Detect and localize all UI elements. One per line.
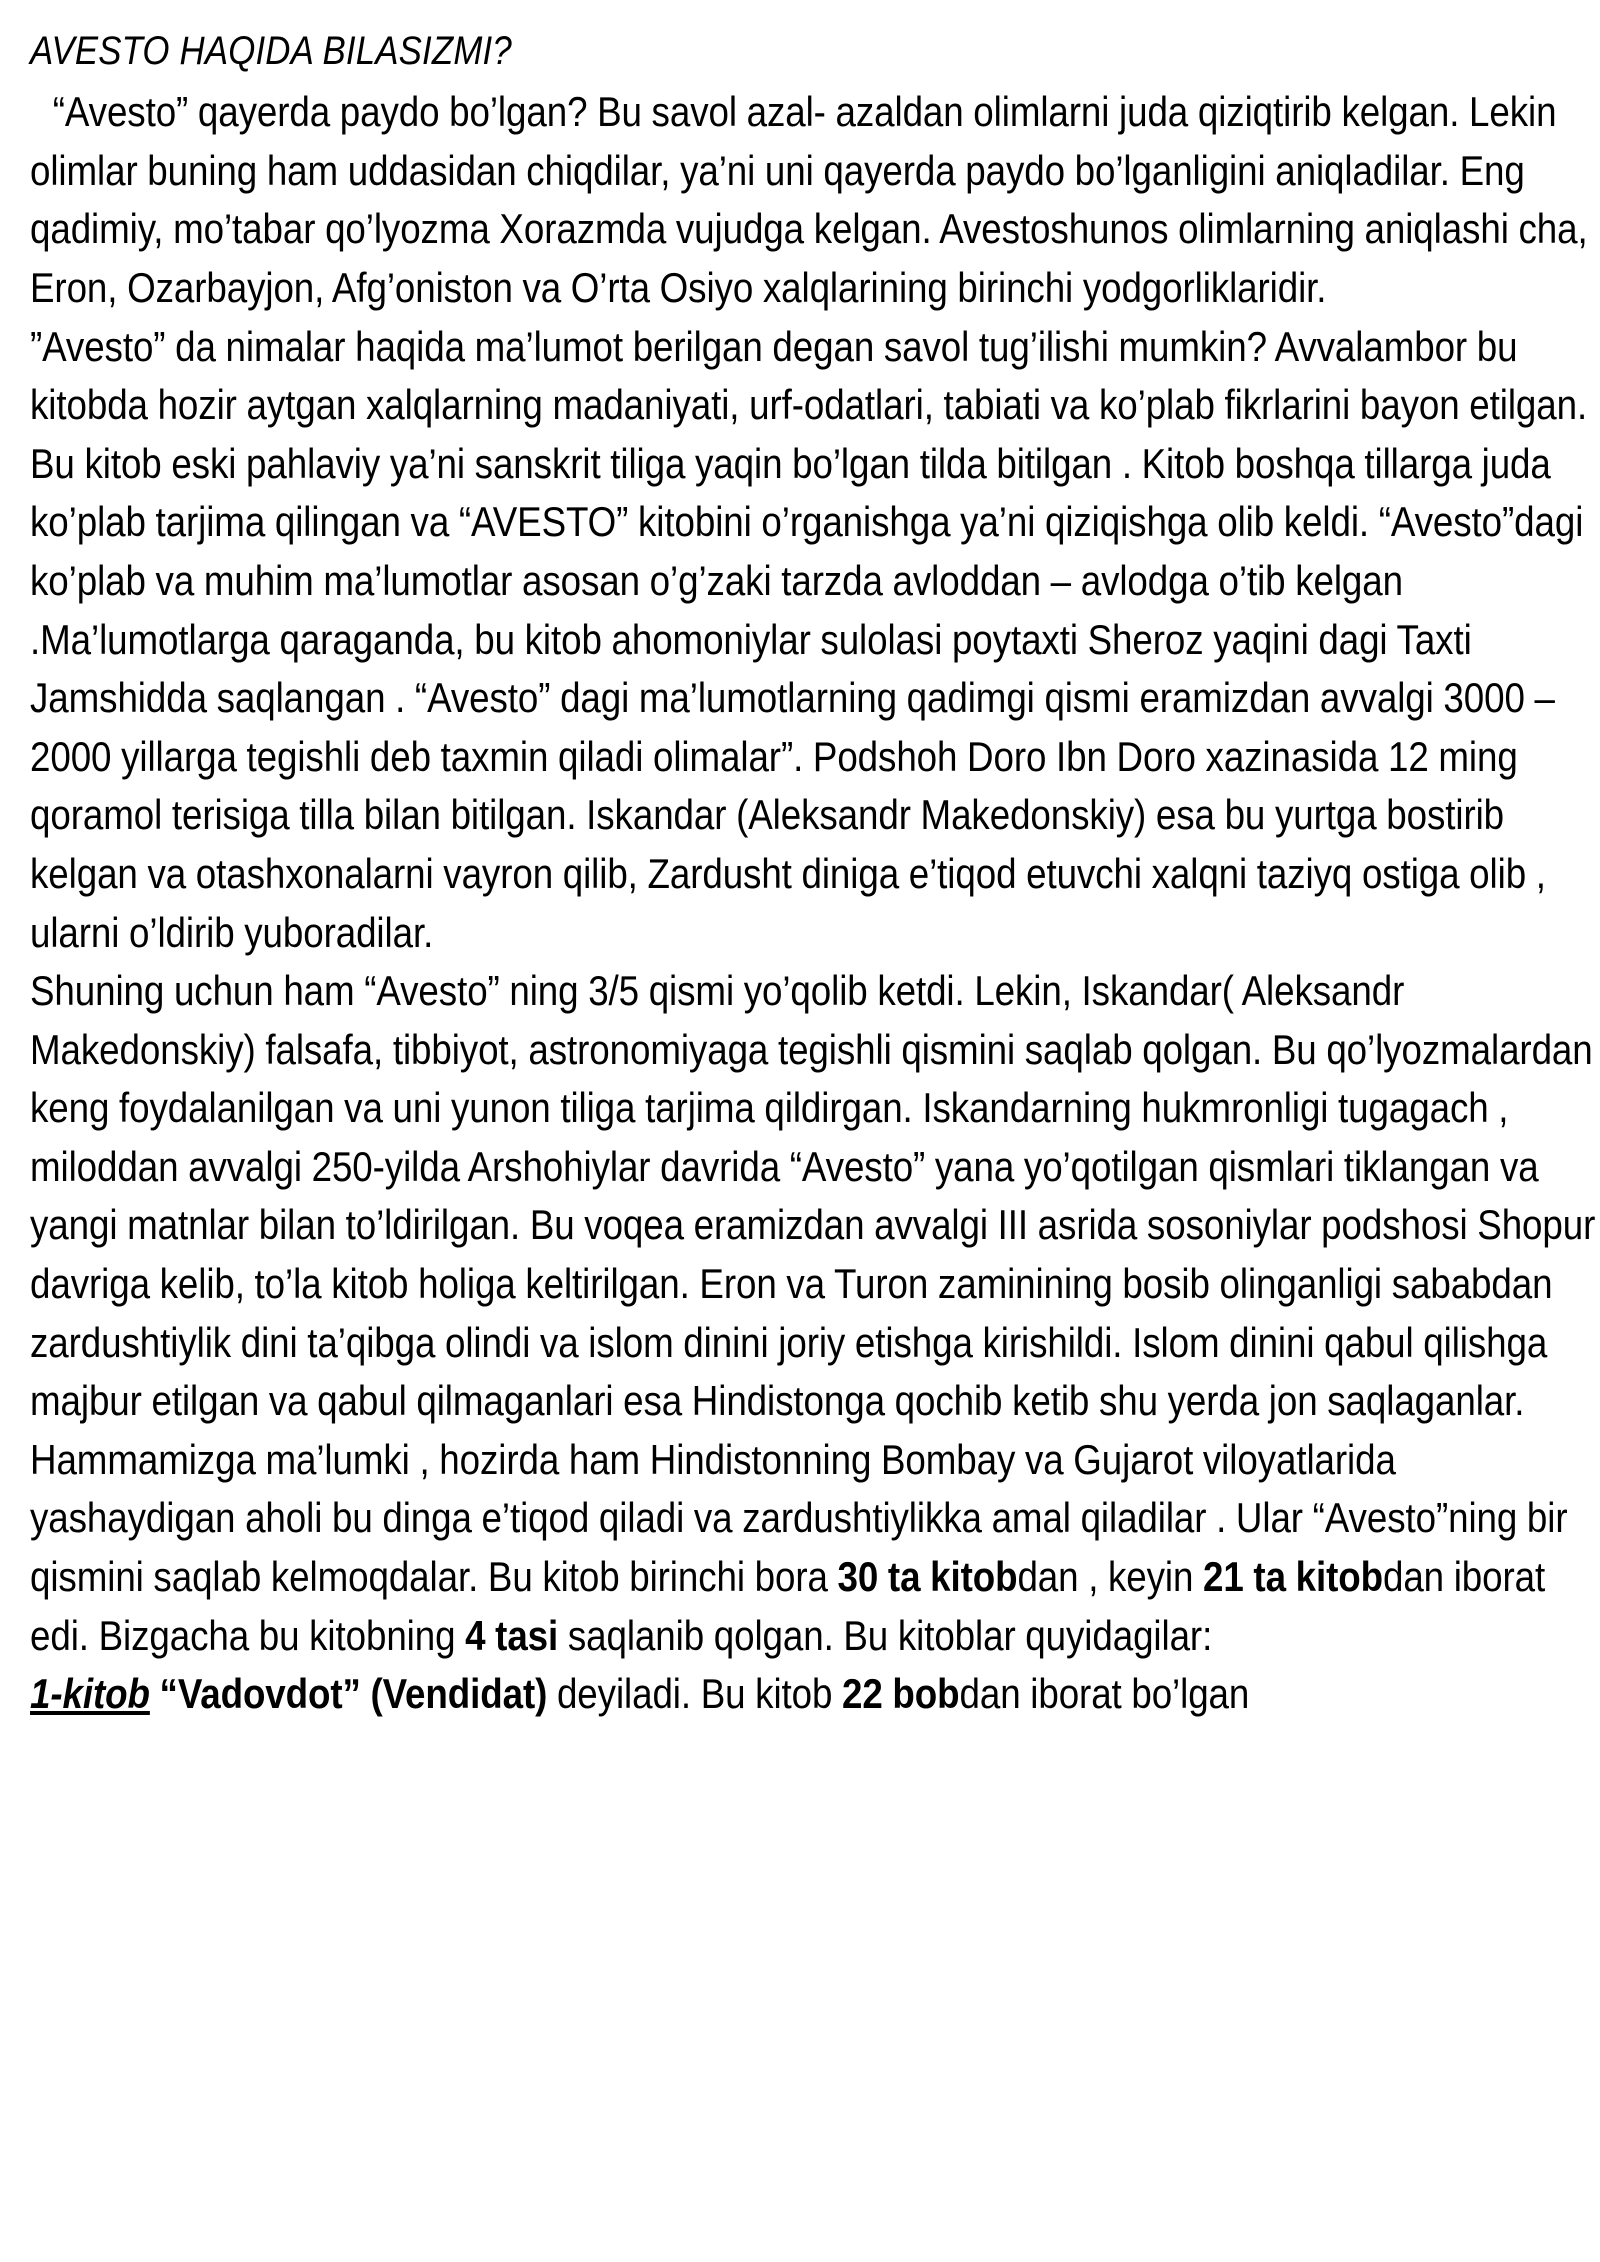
text-run-3: dan , keyin xyxy=(1017,1553,1204,1601)
text-run-2: 30 ta kitob xyxy=(837,1553,1018,1601)
paragraph-book-entry xyxy=(30,1665,1596,1724)
text-run-6: dan iborat bo’lgan xyxy=(959,1670,1250,1718)
paragraph-2: ”Avesto” da nimalar haqida ma’lumot berilgan degan savol tug’ilishi mumkin? Avvalambor bu kitobda hozir aytgan xalqlarning madaniyati, urf-odatlari, tabiati va ko’plab fikrlarini bayon etilgan. Bu kitob eski pahlaviy ya’ni sanskrit tiliga yaqin bo’lgan tilda bitilgan . Kitob boshqa tillarga juda ko’plab tarjima qilingan va “AVESTO” kitobini o’rganishga ya’ni qiziqishga olib keldi. “Avesto”dagi ko’plab va muhim ma’lumotlar asosan o’g’zaki tarzda avloddan – avlodga o’tib kelgan .Ma’lumotlarga qaraganda, bu kitob ahomoniylar sulolasi poytaxti Sheroz yaqini dagi Taxti Jamshidda saqlangan . “Avesto” dagi ma’lumotlarning qadimgi qismi eramizdan avvalgi 3000 – 2000 yillarga tegishli deb taxmin qiladi olimalar”. Podshoh Doro Ibn Doro xazinasida 12 ming qoramol terisiga tilla bilan bitilgan. Iskandar (Aleksandr Makedonskiy) esa bu yurtga bostirib kelgan va otashxonalarni vayron qilib, Zardusht diniga e’tiqod etuvchi xalqni taziyq ostiga olib , ularni o’ldirib yuboradilar. xyxy=(30,322,1588,956)
text-run-7: saqlanib qolgan. Bu kitoblar quyidagilar: xyxy=(558,1611,1213,1659)
text-run-6: 4 tasi xyxy=(465,1611,559,1659)
text-run-5: dan iborat edi. Bizgacha bu kitobning xyxy=(30,1553,1546,1659)
text-run-2 xyxy=(150,1670,160,1717)
text-run-1: 1-kitob xyxy=(30,1670,150,1718)
text-run-4: 21 ta kitob xyxy=(1203,1553,1383,1601)
text-run-4: deyiladi. Bu kitob xyxy=(547,1670,843,1718)
paragraph-1: “Avesto” qayerda paydo bo’lgan? Bu savol azal- azaldan olimlarni juda qiziqtirib kelgan. Lekin olimlar buning ham uddasidan chiqdilar, ya’ni uni qayerda paydo bo’lganligini aniqladilar. Eng qadimiy, mo’tabar qo’lyozma Xorazmda vujudga kelgan. Avestoshunos olimlarning aniqlashi cha, Eron, Ozarbayjon, Afg’oniston va O’rta Osiyo xalqlarining birinchi yodgorliklaridir. xyxy=(30,88,1588,311)
page-title: AVESTO HAQIDA BILASIZMI? xyxy=(30,29,512,73)
text-run-5: 22 bob xyxy=(842,1670,960,1718)
paragraph-3: Shuning uchun ham “Avesto” ning 3/5 qismi yo’qolib ketdi. Lekin, Iskandar( Aleksandr Makedonskiy) falsafa, tibbiyot, astronomiyaga tegishli qismini saqlab qolgan. Bu qo’lyozmalardan keng foydalanilgan va uni yunon tiliga tarjima qildirgan. Iskandarning hukmronligi tugagach , miloddan avvalgi 250-yilda Arshohiylar davrida “Avesto” yana yo’qotilgan qismlari tiklangan va yangi matnlar bilan to’ldirilgan. Bu voqea eramizdan avvalgi III asrida sosoniylar podshosi Shopur davriga kelib, to’la kitob holiga keltirilgan. Eron va Turon zaminining bosib olinganligi sababdan zardushtiylik dini ta’qibga olindi va islom dinini joriy etishga kirishildi. Islom dinini qabul qilishga majbur etilgan va qabul qilmaganlari esa Hindistonga qochib ketib shu yerda jon saqlaganlar. xyxy=(30,967,1596,1425)
text-run-1: Hammamizga ma’lumki , hozirda ham Hindistonning Bombay va Gujarot viloyatlarida yashaydigan aholi bu dinga e’tiqod qiladi va zardushtiylikka amal qiladilar . Ular “Avesto”ning bir qismini saqlab kelmoqdalar. Bu kitob birinchi bora xyxy=(30,1435,1568,1601)
text-run-3: “Vadovdot” (Vendidat) xyxy=(159,1670,548,1718)
paragraph-closing xyxy=(30,1431,1596,1665)
